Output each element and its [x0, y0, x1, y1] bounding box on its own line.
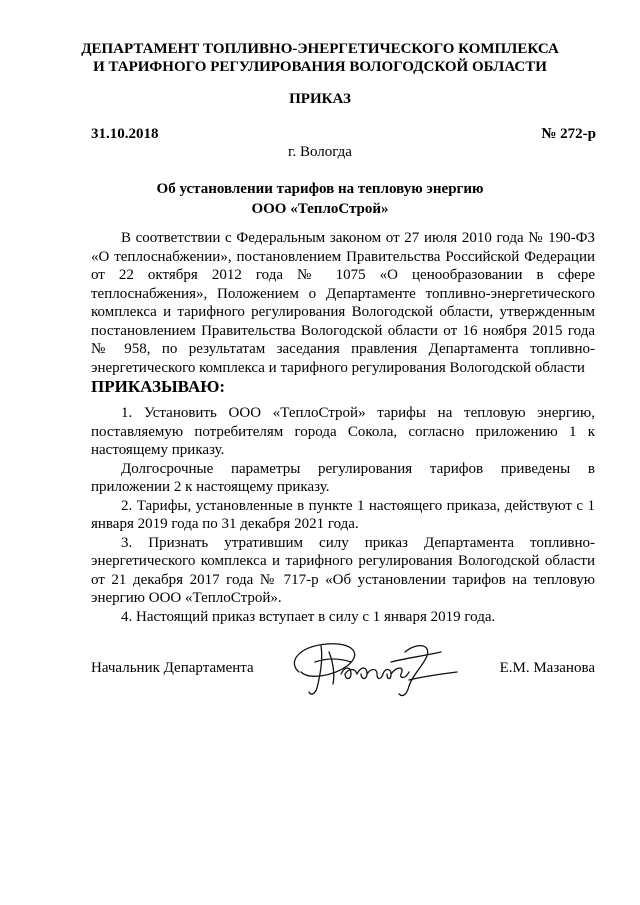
subject-line1: Об установлении тарифов на тепловую энергию	[156, 181, 484, 197]
subject-line2: ООО «ТеплоСтрой»	[251, 201, 389, 217]
document-number: № 272-р	[541, 126, 596, 142]
intro-block	[91, 229, 595, 397]
department-header-line2: И ТАРИФНОГО РЕГУЛИРОВАНИЯ ВОЛОГОДСКОЙ ОБЛАСТИ	[93, 59, 547, 75]
document-date: 31.10.2018	[91, 126, 159, 142]
handwritten-signature	[281, 632, 461, 702]
order-item-1-params: Долгосрочные параметры регулирования тарифов приведены в приложении 2 к настоящему приказу.	[91, 460, 595, 495]
order-item-1: 1. Установить ООО «ТеплоСтрой» тарифы на тепловую энергию, поставляемую потребителям города Сокола, согласно приложению 1 к настоящему приказу.	[91, 405, 595, 458]
department-header-line1: ДЕПАРТАМЕНТ ТОПЛИВНО-ЭНЕРГЕТИЧЕСКОГО КОМПЛЕКСА	[81, 41, 559, 57]
document-type: ПРИКАЗ	[289, 91, 351, 107]
signatory-role: Начальник Департамента	[91, 660, 254, 676]
order-item-2: 2. Тарифы, установленные в пункте 1 настоящего приказа, действуют с 1 января 2019 года по 31 декабря 2021 года.	[91, 497, 595, 532]
document-subject	[60, 179, 580, 219]
document-city: г. Вологда	[288, 144, 352, 160]
intro-paragraph: В соответствии с Федеральным законом от 27 июля 2010 года № 190-ФЗ «О теплоснабжении», постановлением Правительства Российской Федерации от 22 октября 2012 года № 1075 «О ценообразовании в сфере теплоснабжения», Положением о Департаменте топливно-энергетического комплекса и тарифного регулирования Вологодской области, утвержденным постановлением Правительства Вологодской области от 16 ноября 2015 года № 958, по результатам заседания правления Департамента топливно-энергетического комплекса и тарифного регулирования Вологодской области	[91, 230, 595, 376]
order-word: ПРИКАЗЫВАЮ:	[91, 377, 226, 396]
order-item-3: 3. Признать утратившим силу приказ Департамента топливно-энергетического комплекса и тарифного регулирования Вологодской области от 21 декабря 2017 года № 717-р «Об установлении тарифов на тепловую энергию ООО «ТеплоСтрой».	[91, 534, 595, 606]
order-items	[91, 404, 595, 626]
signatory-name: Е.М. Мазанова	[499, 660, 595, 676]
order-item-4: 4. Настоящий приказ вступает в силу с 1 января 2019 года.	[121, 608, 496, 625]
